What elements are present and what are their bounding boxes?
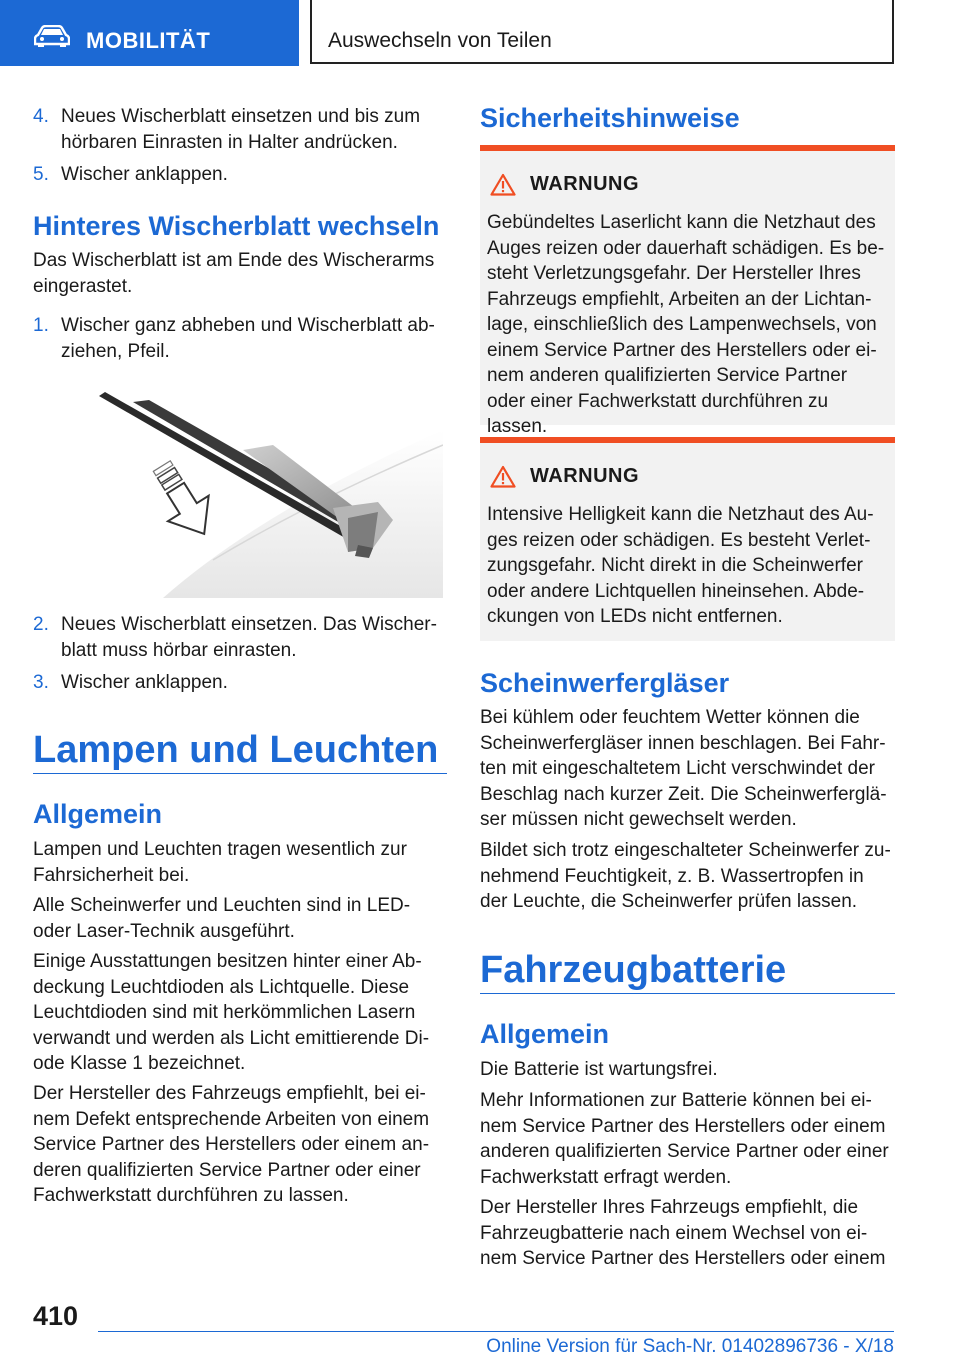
lamps-heading: Lampen und Leuchten <box>33 729 439 771</box>
footer-rule <box>98 1331 894 1332</box>
section-tab[interactable] <box>0 0 299 66</box>
step-number: 5. <box>33 164 49 185</box>
step-text: Wischer ganz abheben und Wischerblatt abziehen, Pfeil. <box>61 315 435 362</box>
glass-paragraph: Bei kühlem oder feuchtem Wetter können die Scheinwerfergläser innen beschlagen. Bei Fahrten mit eingeschaltetem Licht verschwindet der Beschlag nach kurzer Zeit. Die Scheinwerfergläser müssen nicht gewechselt werden. <box>480 707 887 830</box>
general-paragraph: Der Hersteller des Fahrzeugs empfiehlt, bei einem Defekt entsprechende Arbeiten von einem Service Partner des Herstellers oder einem anderen qualifizierten Service Partner oder einer Fachwerkstatt durchführen zu lassen. <box>33 1083 430 1206</box>
warning-box <box>480 145 895 437</box>
chapter-title-box <box>310 0 894 64</box>
step-text: Neues Wischerblatt einsetzen. Das Wischerblatt muss hörbar einrasten. <box>61 614 437 661</box>
glass-paragraph: Bildet sich trotz eingeschalteter Scheinwerfer zunehmend Feuchtigkeit, z. B. Wassertropfen in der Leuchte, die Scheinwerfer prüfen lassen. <box>480 840 891 912</box>
battery-paragraph: Der Hersteller Ihres Fahrzeugs empfiehlt, die Fahrzeugbatterie nach einem Wechsel von einem Service Partner des Herstellers oder einem <box>480 1197 886 1269</box>
warning-text: Intensive Helligkeit kann die Netzhaut des Auges reizen oder schädigen. Es besteht Verletzungsgefahr. Nicht direkt in die Scheinwerfer oder andere Lichtquellen hineinsehen. Abdeckungen von LEDs nicht entfernen. <box>487 504 874 627</box>
general-paragraph: Lampen und Leuchten tragen wesentlich zur Fahrsicherheit bei. <box>33 839 407 886</box>
step-number: 2. <box>33 614 49 635</box>
chapter-title: Auswechseln von Teilen <box>328 29 552 52</box>
warning-label: WARNUNG <box>530 173 640 195</box>
warning-triangle-icon <box>490 173 516 196</box>
step-number: 1. <box>33 315 49 336</box>
warning-label: WARNUNG <box>530 465 640 487</box>
battery-paragraph: Die Batterie ist wartungsfrei. <box>480 1059 718 1080</box>
step-text: Neues Wischerblatt einsetzen und bis zum hörbaren Einrasten in Halter andrücken. <box>61 106 421 153</box>
rear-wiper-intro: Das Wischerblatt ist am Ende des Wischerarms eingerastet. <box>33 250 435 297</box>
step-text: Wischer anklappen. <box>61 672 228 693</box>
step-number: 4. <box>33 106 49 127</box>
footer-online-version: Online Version für Sach-Nr. 01402896736 - X/18 <box>486 1336 894 1357</box>
general-heading: Allgemein <box>33 799 163 829</box>
warning-text: Gebündeltes Laserlicht kann die Netzhaut des Auges reizen oder dauerhaft schädigen. Es besteht Verletzungsgefahr. Der Hersteller Ihres Fahrzeugs empfiehlt, Arbeiten an der Lichtanlage, einschließlich des Lampenwechsels, von einem Service Partner des Herstellers oder einem anderen qualifizierten Service Partner oder einer Fachwerkstatt durchführen zu lassen. <box>487 212 885 437</box>
safety-heading: Sicherheitshinweise <box>480 103 740 133</box>
section-label: MOBILITÄT <box>86 28 211 53</box>
warning-triangle-icon <box>490 465 516 488</box>
warning-box <box>480 437 895 641</box>
battery-paragraph: Mehr Informationen zur Batterie können bei einem Service Partner des Herstellers oder einem anderen qualifizierten Service Partner oder einer Fachwerkstatt erfragt werden. <box>480 1090 889 1188</box>
general-paragraph: Einige Ausstattungen besitzen hinter einer Abdeckung Leuchtdioden als Lichtquelle. Diese Leuchtdioden sind mit herkömmlichen Lasern verwandt und werden als Licht emittierende Diode Klasse 1 bezeichnet. <box>33 951 430 1074</box>
page-number: 410 <box>33 1301 79 1331</box>
car-icon <box>34 25 70 47</box>
battery-heading: Fahrzeugbatterie <box>480 949 787 991</box>
general-paragraph: Alle Scheinwerfer und Leuchten sind in LED- oder Laser-Technik ausgeführt. <box>33 895 411 942</box>
glass-heading: Scheinwerfergläser <box>480 668 730 698</box>
heading-rule <box>33 773 447 774</box>
battery-general-heading: Allgemein <box>480 1019 610 1049</box>
wiper-illustration <box>93 390 443 598</box>
rear-wiper-heading: Hinteres Wischerblatt wechseln <box>33 211 440 241</box>
arrow-icon <box>141 453 224 546</box>
step-text: Wischer anklappen. <box>61 164 228 185</box>
heading-rule <box>480 993 895 994</box>
step-number: 3. <box>33 672 49 693</box>
